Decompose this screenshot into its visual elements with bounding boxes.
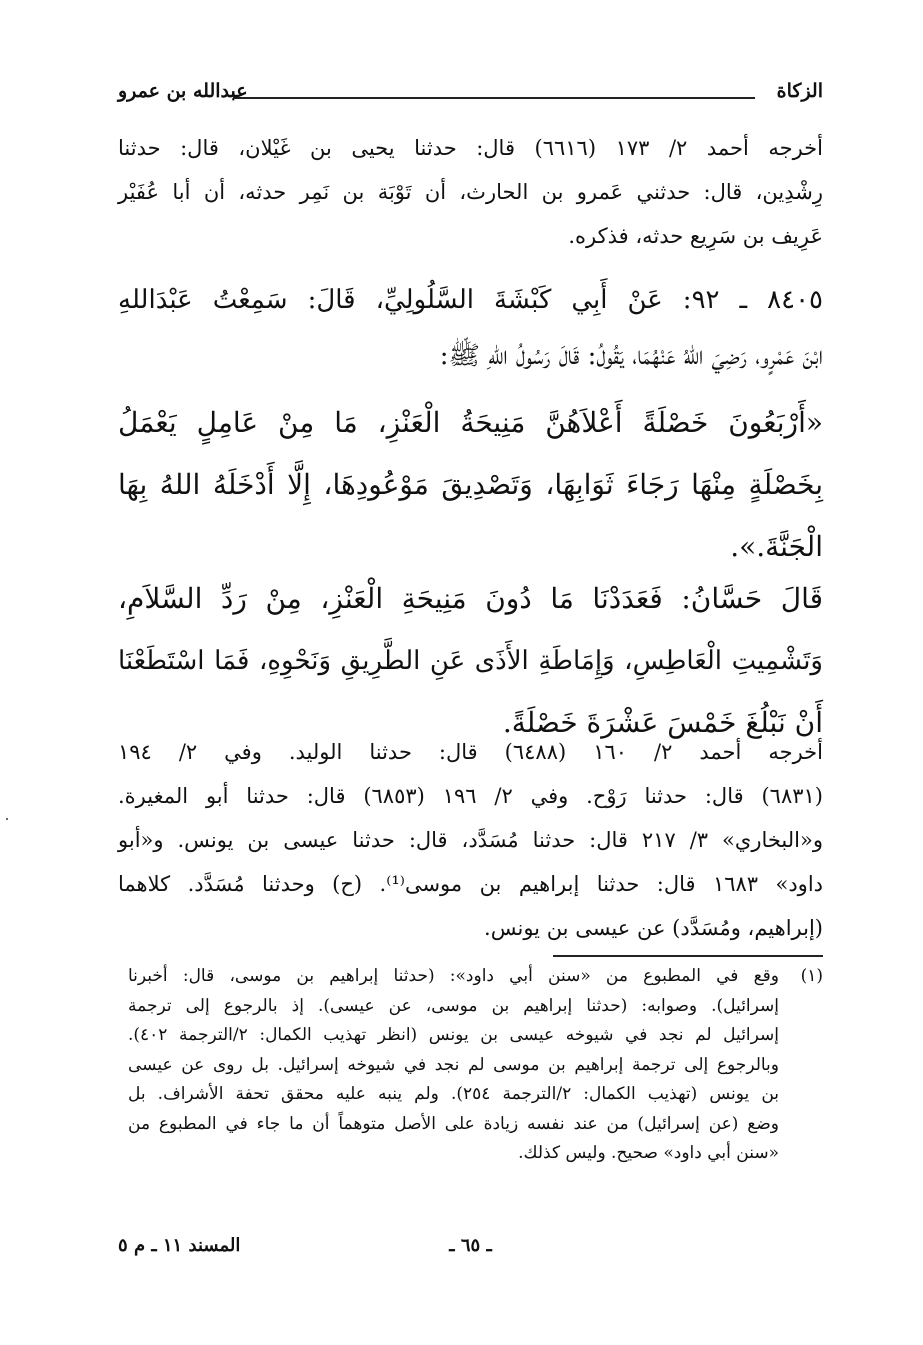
hadith-matn-line: الْجَنَّةَ.». xyxy=(730,530,823,563)
footnote-line: وقع في المطبوع من «سنن أبي داود»: (حدثنا إبراهيم بن موسى، قال: أخبرنا xyxy=(128,966,779,986)
hadith-isnad-line: ابْنَ عَمْرٍو، رَضِيَ اللهُ عَنْهُمَا، يَقُولُ: قَالَ رَسُولُ اللهِ ﷺ: xyxy=(439,341,823,371)
footnote-body xyxy=(128,962,779,1169)
page-number: ـ ٦٥ ـ xyxy=(449,1235,492,1256)
footnote-line: بن يونس (تهذيب الكمال: ٢/الترجمة ٢٥٤). ولم ينبه عليه محقق تحفة الأشراف. بل xyxy=(128,1084,779,1104)
hadith-comment-line: وَتَشْمِيتِ الْعَاطِسِ، وَإِمَاطَةِ الأَذَى عَنِ الطَّرِيقِ وَنَحْوِهِ، فَمَا اسْتَطَعْنَا xyxy=(118,646,823,676)
narrator-title: عبدالله بن عمرو xyxy=(118,80,248,102)
source-note-2-line: أخرجه أحمد ٢/ ١٦٠ (٦٤٨٨) قال: حدثنا الوليد. وفي ٢/ ١٩٤ xyxy=(118,740,823,764)
source-note-1-line: عَرِيف بن سَرِيع حدثه، فذكره. xyxy=(568,224,823,248)
source-note-1 xyxy=(118,126,823,258)
source-note-1-line: رِشْدِين، قال: حدثني عَمرو بن الحارث، أن تَوْبَة بن نَمِر حدثه، أن أبا عُفَيْر xyxy=(118,180,823,204)
footnote-line: إسرائيل). وصوابه: (حدثنا إبراهيم بن موسى، عن عيسى). إذ بالرجوع إلى ترجمة xyxy=(128,995,779,1016)
footnote-line: «سنن أبي داود» صحيح. وليس كذلك. xyxy=(518,1143,779,1163)
source-note-1-line: أخرجه أحمد ٢/ ١٧٣ (٦٦١٦) قال: حدثنا يحيى بن غَيْلان، قال: حدثنا xyxy=(118,136,823,160)
source-note-2-line: و«البخاري» ٣/ ٢١٧ قال: حدثنا مُسَدَّد، قال: حدثنا عيسى بن يونس. و«أبو xyxy=(118,828,823,852)
footnote-number: (١) xyxy=(800,966,823,986)
hadith-comment xyxy=(118,568,823,754)
hadith-matn-line: بِخَصْلَةٍ مِنْهَا رَجَاءَ ثَوَابِهَا، وَتَصْدِيقَ مَوْعُودِهَا، إِلَّا أَدْخَلَهُ اللهُ بِهَا xyxy=(118,468,823,501)
header-rule xyxy=(233,97,755,99)
hadith-matn-line: «أَرْبَعُونَ خَصْلَةً أَعْلاَهُنَّ مَنِيحَةُ الْعَنْزِ، مَا مِنْ عَامِلٍ يَعْمَلُ xyxy=(118,406,823,439)
hadith-matn xyxy=(118,392,823,578)
page-footer xyxy=(118,1235,823,1259)
source-note-2-line: (٦٨٣١) قال: حدثنا رَوْح. وفي ٢/ ١٩٦ (٦٨٥٣) قال: حدثنا أبو المغيرة. xyxy=(118,784,823,808)
footnote-separator xyxy=(553,955,823,957)
hadith-comment-line: قَالَ حَسَّانُ: فَعَدَدْنَا مَا دُونَ مَنِيحَةِ الْعَنْزِ، مِنْ رَدِّ السَّلاَمِ، xyxy=(118,582,823,615)
source-note-2-line: داود» ١٦٨٣ قال: حدثنا إبراهيم بن موسى⁽¹⁾. (ح) وحدثنا مُسَدَّد. كلاهما xyxy=(118,872,824,896)
source-note-2-line: (إبراهيم، ومُسَدَّد) عن عيسى بن يونس. xyxy=(484,916,823,940)
footnote-line: وضع (عن إسرائيل) من عند نفسه زيادة على الأصل متوهماً أن ما جاء في المطبوع من xyxy=(128,1113,779,1134)
source-note-2 xyxy=(118,730,823,950)
signature-mark: المسند ١١ ـ م ٥ xyxy=(118,1235,241,1256)
hadith-isnad xyxy=(118,272,823,384)
hadith-isnad-line: ٨٤٠٥ ـ ٩٢: عَنْ أَبِي كَبْشَةَ السَّلُولِيِّ، قَالَ: سَمِعْتُ عَبْدَاللهِ xyxy=(118,285,823,315)
hadith-comment-line: أَنْ نَبْلُغَ خَمْسَ عَشْرَةَ خَصْلَةً. xyxy=(502,706,823,739)
chapter-title: الزكاة xyxy=(776,80,823,102)
footnote-line: إسرائيل لم نجد في شيوخه عيسى بن يونس (انظر تهذيب الكمال: ٢/الترجمة ٤٠٢). xyxy=(128,1025,779,1045)
scan-speck xyxy=(6,818,8,820)
running-header xyxy=(118,80,823,110)
footnote xyxy=(128,962,823,1169)
footnote-line: وبالرجوع إلى ترجمة إبراهيم بن موسى لم نجد في شيوخه إسرائيل. بل روى عن عيسى xyxy=(128,1054,779,1075)
